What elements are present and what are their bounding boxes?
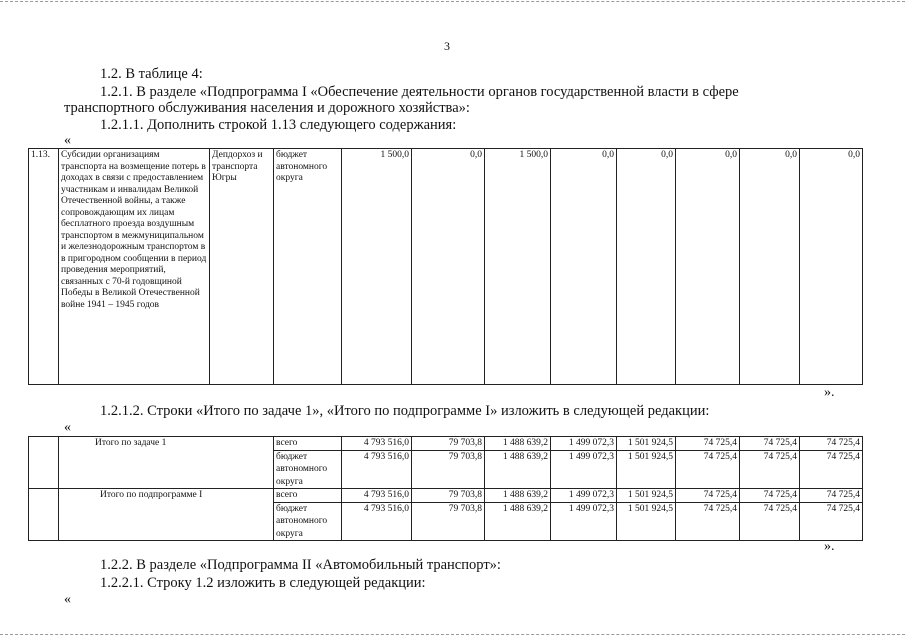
value-cell: 74 725,4 (800, 437, 863, 451)
paragraph-1-2-1-2: 1.2.1.2. Строки «Итого по задаче 1», «Итого по подпрограмме I» изложить в следующей редакции: (100, 403, 710, 419)
value-cell: 74 725,4 (800, 489, 863, 503)
value-cell: 1 488 639,2 (485, 450, 551, 489)
value-cell: 4 793 516,0 (342, 489, 412, 503)
value-cell: 1 499 072,3 (551, 502, 617, 541)
value-cell: 1 500,0 (342, 149, 412, 385)
table-row-1-13 (28, 148, 863, 385)
row-source: бюджет автономного округа (274, 149, 342, 385)
row-executor: Депдорхоз и транспорта Югры (210, 149, 274, 385)
value-cell: 0,0 (412, 149, 485, 385)
value-cell: 1 501 924,5 (617, 502, 676, 541)
value-cell: 79 703,8 (412, 450, 485, 489)
value-cell: 1 501 924,5 (617, 450, 676, 489)
value-cell: 0,0 (800, 149, 863, 385)
paragraph-1-2-1: 1.2.1. В разделе «Подпрограмма I «Обеспечение деятельности органов государственной власти в сфере (100, 84, 739, 100)
value-cell: 4 793 516,0 (342, 502, 412, 541)
empty-cell (29, 437, 59, 489)
value-cell: 74 725,4 (740, 502, 800, 541)
value-cell: 1 500,0 (485, 149, 551, 385)
scan-top-edge (0, 1, 905, 2)
value-cell: 1 488 639,2 (485, 489, 551, 503)
value-cell: 74 725,4 (740, 437, 800, 451)
table-row (29, 489, 863, 503)
paragraph-1-2-2: 1.2.2. В разделе «Подпрограмма II «Автомобильный транспорт»: (100, 557, 501, 573)
value-cell: 79 703,8 (412, 502, 485, 541)
value-cell: 74 725,4 (676, 450, 740, 489)
value-cell: 0,0 (740, 149, 800, 385)
row-source: бюджет автономного округа (274, 450, 342, 489)
value-cell: 1 501 924,5 (617, 489, 676, 503)
paragraph-1-2: 1.2. В таблице 4: (100, 66, 203, 82)
value-cell: 74 725,4 (676, 502, 740, 541)
value-cell: 4 793 516,0 (342, 450, 412, 489)
paragraph-1-2-1-cont: транспортного обслуживания населения и дорожного хозяйства»: (64, 100, 470, 116)
close-quote-2: ». (824, 539, 835, 554)
value-cell: 1 488 639,2 (485, 437, 551, 451)
table-row (29, 149, 863, 385)
paragraph-1-2-2-1: 1.2.2.1. Строку 1.2 изложить в следующей редакции: (100, 575, 426, 591)
value-cell: 74 725,4 (740, 489, 800, 503)
value-cell: 74 725,4 (800, 450, 863, 489)
value-cell: 74 725,4 (740, 450, 800, 489)
empty-cell (29, 489, 59, 541)
value-cell: 79 703,8 (412, 489, 485, 503)
group-label: Итого по подпрограмме I (59, 489, 274, 541)
value-cell: 1 499 072,3 (551, 450, 617, 489)
value-cell: 74 725,4 (800, 502, 863, 541)
open-quote-2: « (64, 420, 71, 435)
open-quote-1: « (64, 133, 71, 148)
table-totals (28, 436, 863, 541)
row-source: всего (274, 437, 342, 451)
open-quote-3: « (64, 592, 71, 607)
value-cell: 1 501 924,5 (617, 437, 676, 451)
value-cell: 74 725,4 (676, 437, 740, 451)
table-row (29, 437, 863, 451)
value-cell: 0,0 (617, 149, 676, 385)
value-cell: 74 725,4 (676, 489, 740, 503)
value-cell: 0,0 (551, 149, 617, 385)
row-source: бюджет автономного округа (274, 502, 342, 541)
row-number: 1.13. (29, 149, 59, 385)
value-cell: 1 488 639,2 (485, 502, 551, 541)
value-cell: 4 793 516,0 (342, 437, 412, 451)
value-cell: 0,0 (676, 149, 740, 385)
value-cell: 1 499 072,3 (551, 437, 617, 451)
value-cell: 1 499 072,3 (551, 489, 617, 503)
value-cell: 79 703,8 (412, 437, 485, 451)
scan-bottom-edge (0, 634, 905, 635)
paragraph-1-2-1-1: 1.2.1.1. Дополнить строкой 1.13 следующего содержания: (100, 117, 457, 133)
group-label: Итого по задаче 1 (59, 437, 274, 489)
row-description: Субсидии организациям транспорта на возмещение потерь в доходах в связи с предоставлением участникам и инвалидам Великой Отечественной войны, а также сопровождающим их лицам бесплатного проезда воздушным транспортом в межмуниципальном и железнодорожным транспортом в в пригородном сообщении в период проведения мероприятий, связанных с 70-й годовщиной Победы в Великой Отечественной войне 1941 – 1945 годов (59, 149, 210, 385)
close-quote-1: ». (824, 385, 835, 400)
page-number: 3 (444, 39, 450, 53)
row-source: всего (274, 489, 342, 503)
